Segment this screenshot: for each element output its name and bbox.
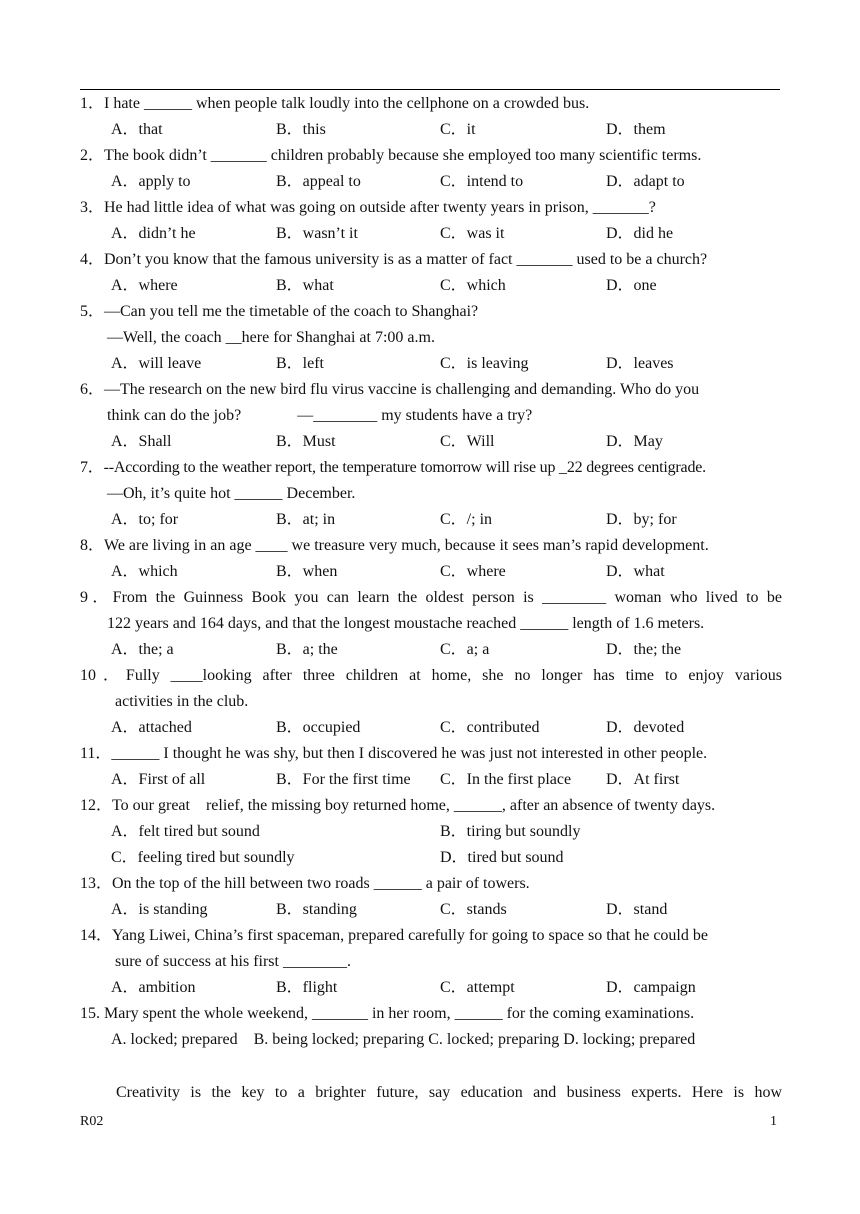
question-2-stem: 2．The book didn’t _______ children probably because she employed too many scientific terms. (80, 147, 702, 164)
option-c: C．intend to (440, 173, 524, 190)
question-13-stem: 13．On the top of the hill between two roads ______ a pair of towers. (80, 875, 530, 892)
option-b: B．a; the (276, 641, 338, 658)
option-c: C．where (440, 563, 506, 580)
question-3-options (80, 221, 782, 247)
question-9-options (80, 637, 782, 663)
option-b: B．left (276, 355, 324, 372)
option-c: C．/; in (440, 511, 493, 528)
option-b: B．appeal to (276, 173, 361, 190)
question-1-stem: 1．I hate ______ when people talk loudly into the cellphone on a crowded bus. (80, 95, 590, 112)
option-a: A．where (111, 277, 178, 294)
option-d: D．leaves (606, 355, 674, 372)
question-4-options (80, 273, 782, 299)
question-5-stem-cont: —Well, the coach __here for Shanghai at 7:00 a.m. (107, 329, 435, 346)
option-c: C．feeling tired but soundly (111, 849, 295, 866)
option-a: A．which (111, 563, 178, 580)
option-d: D．adapt to (606, 173, 685, 190)
question-5-stem: 5．—Can you tell me the timetable of the coach to Shanghai? (80, 303, 479, 320)
option-c: C．which (440, 277, 506, 294)
option-c: C．was it (440, 225, 505, 242)
question-6-stem: 6．—The research on the new bird flu virus vaccine is challenging and demanding. Who do you (80, 381, 700, 398)
option-d: D．the; the (606, 641, 682, 658)
option-c: C．contributed (440, 719, 540, 736)
question-11-options (80, 767, 782, 793)
option-b: B．occupied (276, 719, 361, 736)
question-2-options (80, 169, 782, 195)
reading-passage-first-line (80, 1080, 782, 1106)
option-c: C．it (440, 121, 476, 138)
question-10-stem: 10．Fully ____looking after three children at home, she no longer has time to enjoy various (80, 667, 782, 684)
question-13-options (80, 897, 782, 923)
question-4-stem: 4．Don’t you know that the famous university is as a matter of fact _______ used to be a church? (80, 251, 708, 268)
option-a: A．attached (111, 719, 192, 736)
question-8-options (80, 559, 782, 585)
option-c: C．In the first place (440, 771, 572, 788)
question-6-stem-cont: think can do the job? —________ my students have a try? (107, 407, 533, 424)
option-b: B．wasn’t it (276, 225, 358, 242)
question-12-options-row2 (80, 845, 782, 871)
option-c: C．attempt (440, 979, 515, 996)
option-d: D．devoted (606, 719, 685, 736)
option-d: D．by; for (606, 511, 677, 528)
option-b: B．flight (276, 979, 338, 996)
question-5-options (80, 351, 782, 377)
question-3-stem: 3．He had little idea of what was going on outside after twenty years in prison, _______? (80, 199, 656, 216)
option-a: A．felt tired but sound (111, 823, 260, 840)
option-a: A．to; for (111, 511, 179, 528)
question-9-stem-cont: 122 years and 164 days, and that the longest moustache reached ______ length of 1.6 meters. (107, 615, 705, 632)
option-a: A．Shall (111, 433, 172, 450)
option-d: D．one (606, 277, 657, 294)
page-number: 1 (770, 1114, 777, 1129)
option-d: D．stand (606, 901, 668, 918)
passage-text: Creativity is the key to a brighter future, say education and business experts. Here is how (116, 1084, 782, 1101)
option-d: D．At first (606, 771, 680, 788)
question-7-stem-cont: —Oh, it’s quite hot ______ December. (107, 485, 356, 502)
option-a: A．didn’t he (111, 225, 196, 242)
option-c: C．is leaving (440, 355, 529, 372)
option-b: B．tiring but soundly (440, 823, 581, 840)
option-d: D．tired but sound (440, 849, 564, 866)
question-10-stem-cont: activities in the club. (115, 693, 249, 710)
option-c: C．a; a (440, 641, 490, 658)
option-b: B．at; in (276, 511, 336, 528)
question-11-stem: 11．______ I thought he was shy, but then I discovered he was just not interested in other people. (80, 745, 708, 762)
option-c: C．stands (440, 901, 507, 918)
question-7-stem: 7．--According to the weather report, the temperature tomorrow will rise up _22 degrees centigrade. (80, 459, 706, 476)
question-14-stem: 14．Yang Liwei, China’s first spaceman, prepared carefully for going to space so that he could be (80, 927, 708, 944)
question-list (80, 91, 782, 1053)
option-d: D．them (606, 121, 666, 138)
option-d: D．what (606, 563, 665, 580)
question-14-options (80, 975, 782, 1001)
header-rule (80, 89, 780, 90)
question-7-options (80, 507, 782, 533)
option-a: A．First of all (111, 771, 206, 788)
option-a: A．the; a (111, 641, 174, 658)
option-b: B．what (276, 277, 334, 294)
option-c: C．Will (440, 433, 495, 450)
option-b: B．standing (276, 901, 357, 918)
option-a: A．is standing (111, 901, 208, 918)
option-a: A．ambition (111, 979, 196, 996)
option-b: B．Must (276, 433, 336, 450)
question-12-options-row1 (80, 819, 782, 845)
option-b: B．this (276, 121, 326, 138)
option-b: B．For the first time (276, 771, 411, 788)
question-10-options (80, 715, 782, 741)
option-d: D．campaign (606, 979, 696, 996)
option-a: A．that (111, 121, 163, 138)
question-12-stem: 12．To our great relief, the missing boy returned home, ______, after an absence of twenty days. (80, 797, 716, 814)
footer-code: R02 (80, 1114, 104, 1129)
question-9-stem: 9．From the Guinness Book you can learn the oldest person is ________ woman who lived to be (80, 589, 782, 606)
option-b: B．when (276, 563, 338, 580)
option-d: D．May (606, 433, 663, 450)
question-6-options (80, 429, 782, 455)
option-a: A．apply to (111, 173, 191, 190)
question-1-options (80, 117, 782, 143)
option-d: D．did he (606, 225, 674, 242)
question-8-stem: 8．We are living in an age ____ we treasure very much, because it sees man’s rapid development. (80, 537, 709, 554)
option-a: A．will leave (111, 355, 202, 372)
question-14-stem-cont: sure of success at his first ________. (115, 953, 351, 970)
question-15-options: A. locked; prepared B. being locked; preparing C. locked; preparing D. locking; prepared (111, 1031, 696, 1048)
question-15-stem: 15. Mary spent the whole weekend, _______ in her room, ______ for the coming examinations. (80, 1005, 695, 1022)
